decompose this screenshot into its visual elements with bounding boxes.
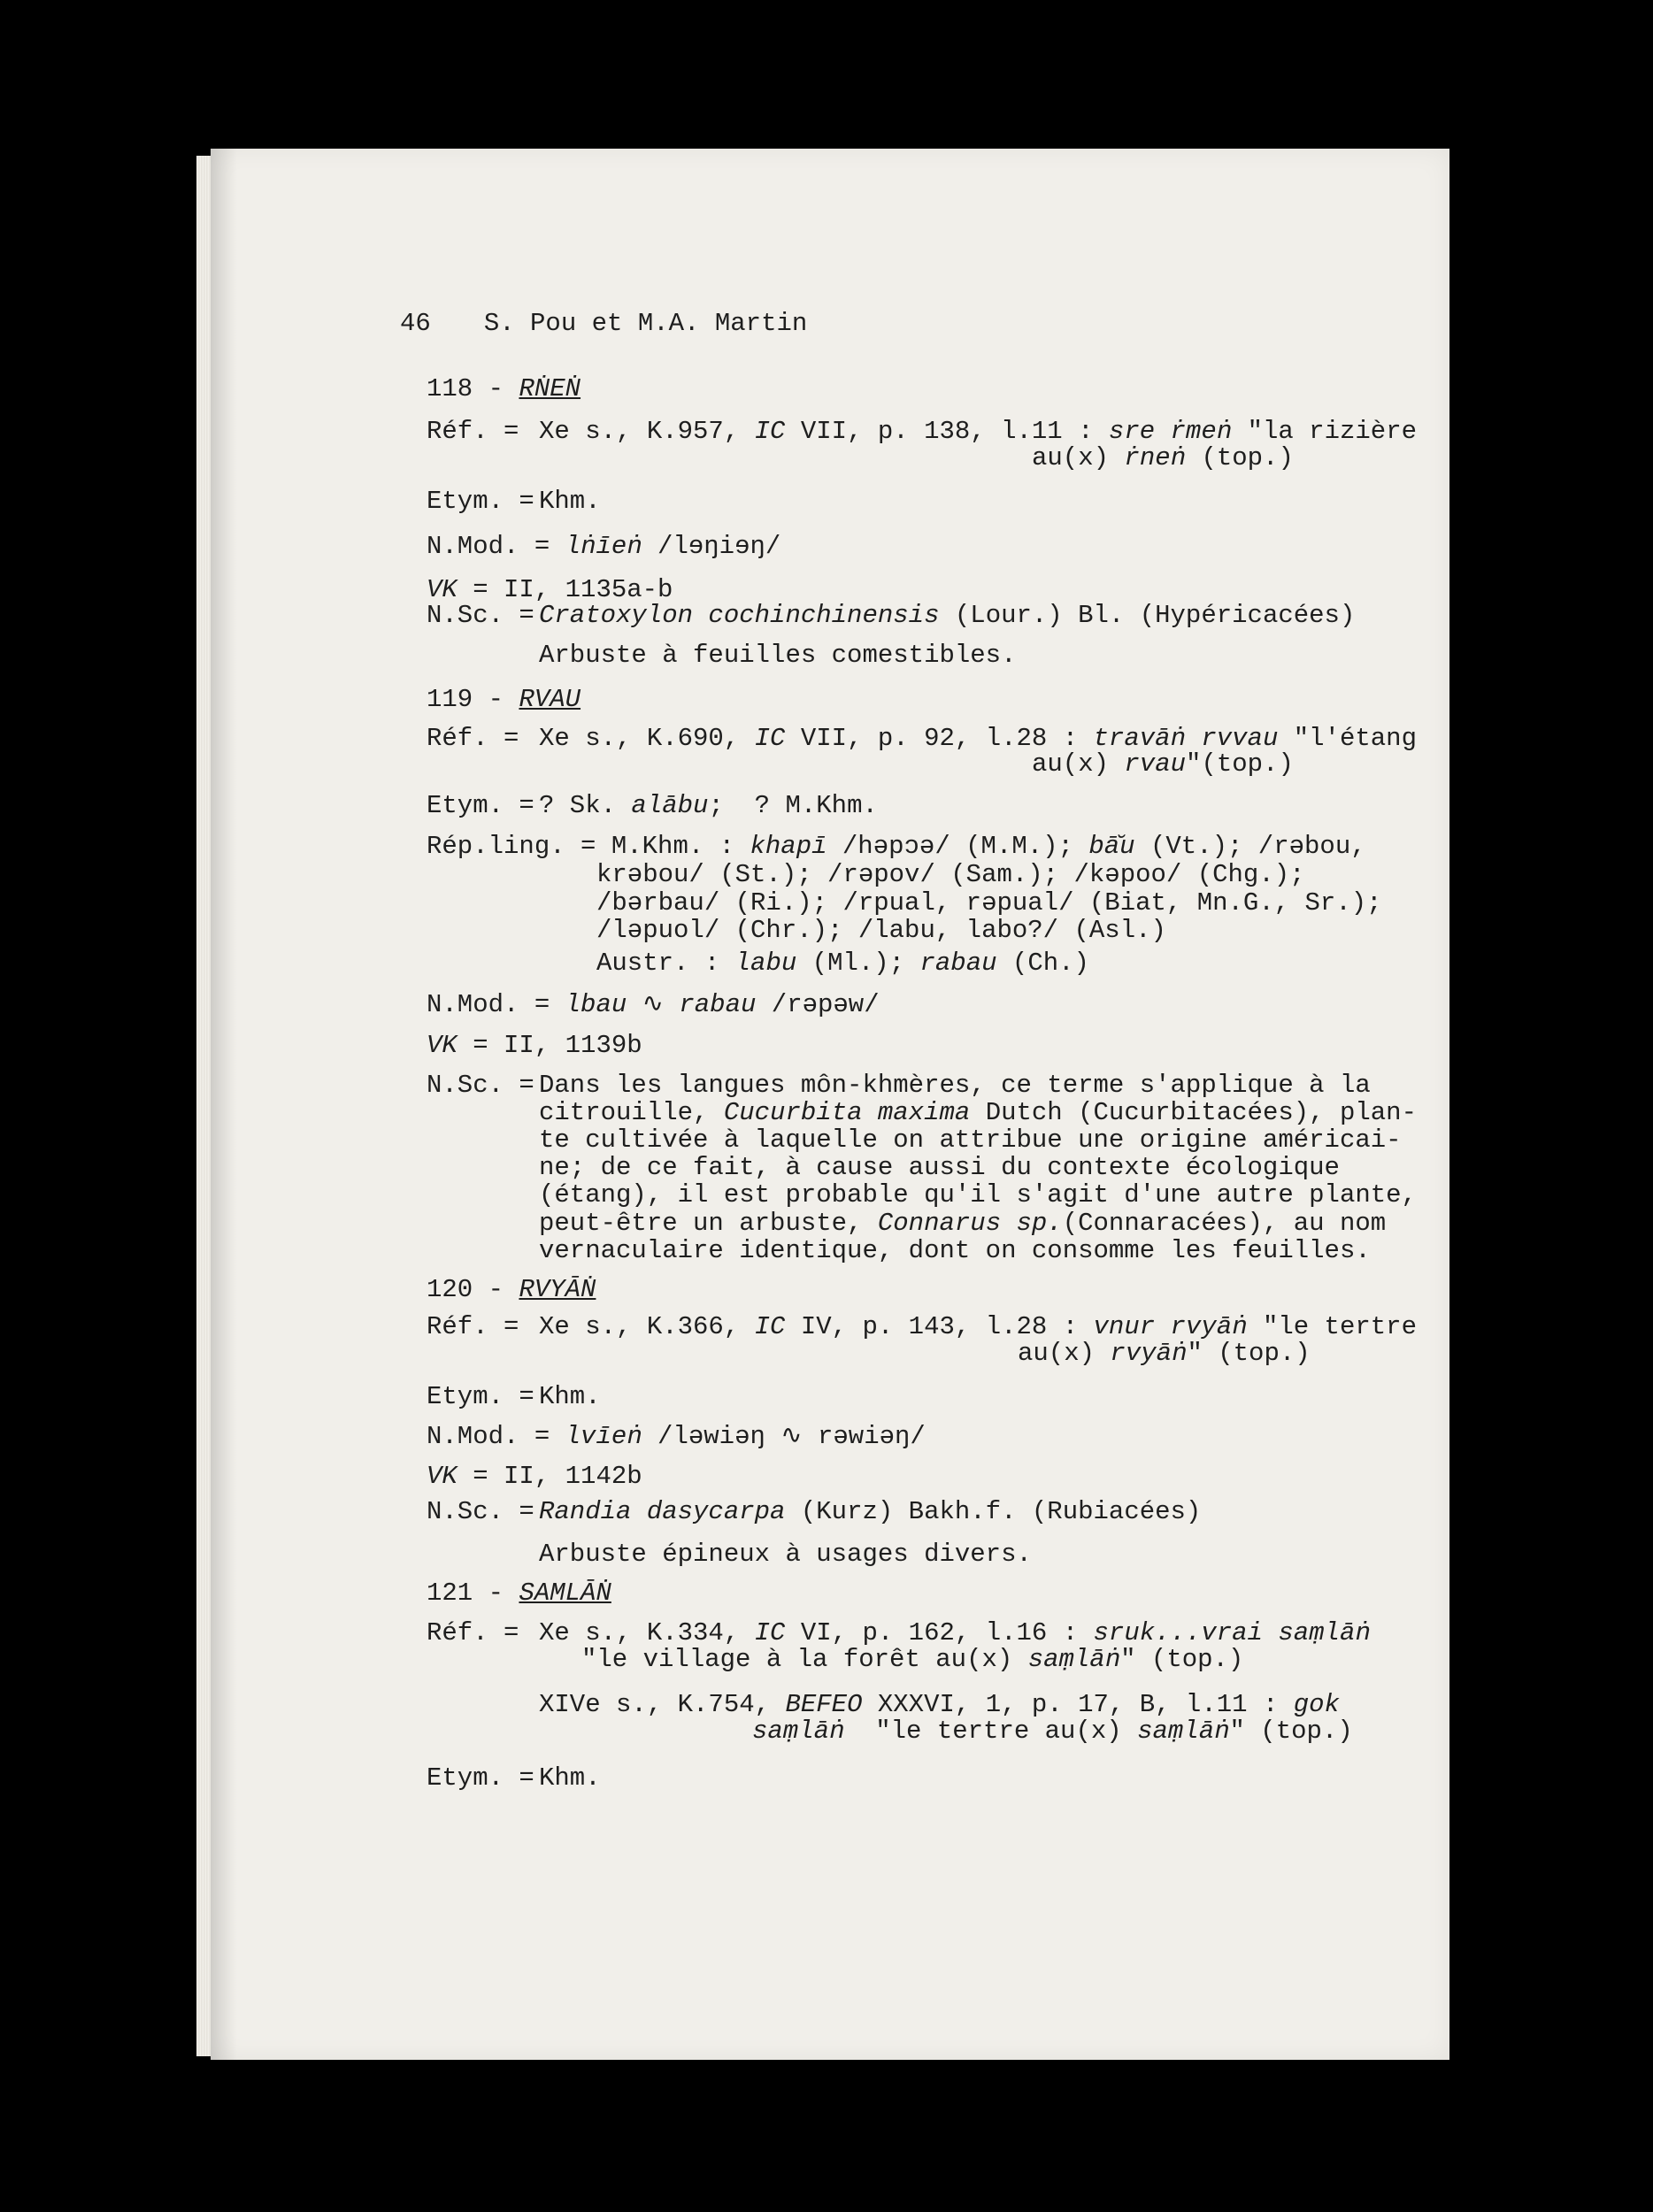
entry-word: RṄEṄ (519, 374, 581, 403)
entry-119-etym: Etym. = ? Sk. alābu; ? M.Khm. (427, 791, 878, 820)
entry-118-heading: 118 - RṄEṄ (427, 374, 581, 403)
entry-121-etym: Etym. = Khm. (427, 1763, 601, 1793)
nsc-line: (étang), il est probable qu'il s'agit d'une autre plante, (539, 1180, 1417, 1210)
repling-austr: Austr. : labu (Ml.); rabau (Ch.) (596, 949, 1089, 978)
entry-120-note: Arbuste épineux à usages divers. (539, 1540, 1032, 1569)
nsc-line: peut-être un arbuste, Connarus sp.(Connaracées), au nom (539, 1209, 1387, 1238)
entry-118-ref: Réf. = Xe s., K.957, IC VII, p. 138, l.11 : sre ṙmeṅ "la rizière (427, 417, 1417, 446)
entry-number: 118 (427, 374, 473, 403)
entry-120-etym: Etym. = Khm. (427, 1382, 601, 1411)
entry-118-vk: VK = II, 1135a-b (427, 575, 673, 604)
entry-118-ref-cont: au(x) ṙneṅ (top.) (1032, 443, 1294, 472)
entry-119-repling: Rép.ling. = M.Khm. : khapī /həpɔə/ (M.M.); bā̆u (Vt.); /rəbou, (427, 832, 1366, 861)
entry-121-ref-cont: "le village à la forêt au(x) saṃlāṅ" (top.) (581, 1645, 1244, 1674)
entry-120-heading: 120 - RVYĀṄ (427, 1275, 596, 1304)
entry-120-vk: VK = II, 1142b (427, 1462, 642, 1491)
entry-120-nsc: N.Sc. = Randia dasycarpa (Kurz) Bakh.f. (Rubiacées) (427, 1497, 1202, 1526)
entry-119-ref-cont: au(x) rvau"(top.) (1032, 749, 1294, 779)
entry-118-note: Arbuste à feuilles comestibles. (539, 641, 1017, 670)
running-header (400, 309, 807, 339)
entry-120-ref: Réf. = Xe s., K.366, IC IV, p. 143, l.28 : vnur rvyāṅ "le tertre (427, 1312, 1417, 1341)
entry-119-heading: 119 - RVAU (427, 685, 581, 714)
entry-121-ref2: XIVe s., K.754, BEFEO XXXVI, 1, p. 17, B, l.11 : gok (539, 1690, 1340, 1719)
entry-120-nmod: N.Mod. = lvīeṅ /ləwiəŋ ∿ rəwiəŋ/ (427, 1422, 926, 1451)
ref-label: Réf. = (427, 417, 519, 446)
authors: S. Pou et M.A. Martin (483, 309, 808, 338)
entry-118-nmod: N.Mod. = lṅīeṅ /lɘŋiɘŋ/ (427, 532, 781, 561)
entry-118-nsc: N.Sc. = Cratoxylon cochinchinensis (Lour.) Bl. (Hypéricacées) (427, 601, 1356, 630)
entry-118-etym: Etym. = Khm. (427, 487, 601, 516)
entry-119-nmod: N.Mod. = lbau ∿ rabau /rəpəw/ (427, 990, 880, 1019)
entry-121-heading: 121 - SAMLĀṄ (427, 1578, 611, 1608)
repling-line: /bərbau/ (Ri.); /rpual, rəpual/ (Biat, Mn.G., Sr.); (596, 888, 1382, 918)
entry-119-ref: Réf. = Xe s., K.690, IC VII, p. 92, l.28 : travāṅ rvvau "l'étang (427, 724, 1417, 753)
spine-shadow (211, 149, 237, 2060)
entry-119-vk: VK = II, 1139b (427, 1031, 642, 1060)
repling-line: krəbou/ (St.); /rəpov/ (Sam.); /kəpoo/ (Chg.); (596, 860, 1305, 889)
entry-119-nsc: N.Sc. = Dans les langues môn-khmères, ce terme s'applique à la (427, 1071, 1371, 1100)
nsc-line: ne; de ce fait, à cause aussi du contexte écologique (539, 1153, 1340, 1182)
nsc-line: citrouille, Cucurbita maxima Dutch (Cucurbitacées), plan- (539, 1098, 1417, 1127)
repling-line: /ləpuol/ (Chr.); /labu, labo?/ (Asl.) (596, 916, 1166, 945)
entry-121-ref: Réf. = Xe s., K.334, IC VI, p. 162, l.16 : sruk...vrai saṃlāṅ (427, 1618, 1371, 1647)
entry-121-ref2-cont: saṃlāṅ "le tertre au(x) saṃlāṅ" (top.) (752, 1717, 1353, 1746)
entry-120-ref-cont: au(x) rvyāṅ" (top.) (1018, 1339, 1311, 1368)
nsc-line: te cultivée à laquelle on attribue une origine américai- (539, 1125, 1402, 1155)
nsc-line: vernaculaire identique, dont on consomme les feuilles. (539, 1236, 1371, 1265)
page-number: 46 (400, 309, 431, 338)
